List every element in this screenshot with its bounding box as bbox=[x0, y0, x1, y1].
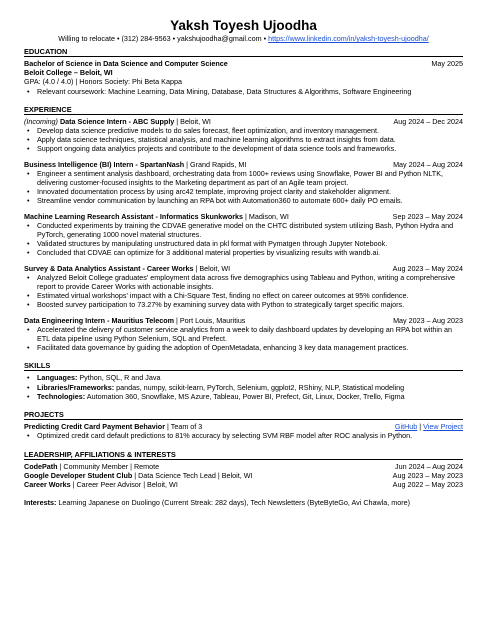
leadership-role bbox=[24, 480, 178, 489]
gpa-line: GPA: (4.0 / 4.0) | Honors Society: Phi Beta Kappa bbox=[24, 77, 182, 87]
job-role: Machine Learning Research Assistant - Informatics Skunkworks bbox=[24, 211, 244, 221]
list-item: • Streamline vendor communication by launching an RPA bot with Automation360 to automate 600+ daily PO emails. bbox=[37, 196, 463, 205]
job-location: | Port Louis, Mauritius bbox=[174, 315, 246, 325]
list-item bbox=[37, 392, 463, 401]
job-location: | Grand Rapids, MI bbox=[184, 159, 247, 169]
list-item: • Facilitated data governance by guiding the adoption of OpenMetadata, enhancing 3 key data management practices. bbox=[37, 343, 463, 352]
list-item: • Relevant coursework: Machine Learning, Data Mining, Database, Data Structures & Algorithms, Software Engineering bbox=[37, 87, 463, 96]
job-header bbox=[24, 316, 463, 325]
job-title bbox=[24, 117, 211, 126]
org-detail: | Career Peer Advisor | Beloit, WI bbox=[70, 479, 178, 489]
project-bullets bbox=[24, 431, 463, 440]
list-item: • Conducted experiments by training the CDVAE generative model on the CHTC distributed system utilizing Bash, Python Hydra and PyTorch, generating 1000 novel material structures. bbox=[37, 221, 463, 239]
job-header bbox=[24, 212, 463, 221]
job-role: Data Science Intern - ABC Supply bbox=[57, 116, 175, 126]
list-item: • Analyzed Beloit College graduates' employment data across five demographics using Tableau and Python, writing a comprehensive report to provide Career Works with actionable insights. bbox=[37, 273, 463, 291]
job-location: | Beloit, WI bbox=[193, 263, 231, 273]
project-links bbox=[395, 422, 463, 431]
project-team: | Team of 3 bbox=[165, 422, 203, 432]
project-name: Predicting Credit Card Payment Behavior bbox=[24, 422, 165, 432]
job-title bbox=[24, 264, 230, 273]
education-degree-row bbox=[24, 59, 463, 68]
job-location: | Beloit, WI bbox=[174, 116, 211, 126]
job-bullets bbox=[24, 126, 463, 154]
job-bullets bbox=[24, 273, 463, 310]
contact-text: Willing to relocate • (312) 284-9563 • yakshujoodha@gmail.com • bbox=[58, 34, 269, 43]
job-date: Sep 2023 – May 2024 bbox=[392, 211, 463, 221]
list-item: • Develop data science predictive models to do sales forecast, fleet optimization, and inventory management. bbox=[37, 126, 463, 135]
list-item: • Apply data science techniques, statistical analysis, and machine learning algorithms to extract insights from data. bbox=[37, 135, 463, 144]
list-item bbox=[37, 383, 463, 392]
skill-label: Languages: bbox=[37, 373, 78, 383]
degree-name: Bachelor of Science in Data Science and Computer Science bbox=[24, 59, 228, 68]
interests-text: Learning Japanese on Duolingo (Current Streak: 282 days), Tech Newsletters (ByteByteGo, Avi Chawla, more) bbox=[56, 498, 411, 508]
list-item: • Optimized credit card default predictions to 81% accuracy by selecting SVM RBF model after ROC analysis in Python. bbox=[37, 431, 463, 440]
org-name: Google Developer Student Club bbox=[24, 470, 133, 480]
job-bullets bbox=[24, 221, 463, 258]
leadership-row bbox=[24, 471, 463, 480]
job-location: | Madison, WI bbox=[243, 211, 289, 221]
job-prefix: (Incoming) bbox=[24, 116, 58, 126]
job-entry-abc-supply bbox=[24, 117, 463, 154]
job-header bbox=[24, 160, 463, 169]
leadership-row bbox=[24, 480, 463, 489]
skill-value: Automation 360, Snowflake, MS Azure, Tableau, Power BI, Prefect, Git, Linux, Docker, Trello, Figma bbox=[85, 391, 405, 401]
degree-date: May 2025 bbox=[431, 59, 463, 68]
org-name: CodePath bbox=[24, 461, 58, 471]
list-item: • Validated structures by manipulating unstructured data in pkl format with Pymatgen through Jupyter Notebook. bbox=[37, 239, 463, 248]
skill-value: pandas, numpy, scikit-learn, PyTorch, Selenium, ggplot2, RShiny, NLP, Statistical modeling bbox=[114, 382, 405, 392]
section-education-title: EDUCATION bbox=[24, 47, 463, 57]
job-header bbox=[24, 264, 463, 273]
job-date: May 2023 – Aug 2023 bbox=[393, 315, 463, 325]
job-header bbox=[24, 117, 463, 126]
education-bullets bbox=[24, 87, 463, 96]
list-item: • Engineer a sentiment analysis dashboard, orchestrating data from 1000+ reviews using Snowflake, Power BI and Python NLTK, delivering customer-focused insights to the Marketing department as part of an Agile team project. bbox=[37, 169, 463, 187]
job-bullets bbox=[24, 169, 463, 206]
list-item bbox=[37, 373, 463, 382]
job-entry-mauritius-telecom bbox=[24, 316, 463, 353]
leadership-date: Aug 2022 – May 2023 bbox=[392, 479, 463, 489]
job-date: Aug 2024 – Dec 2024 bbox=[393, 116, 463, 126]
section-projects-title: PROJECTS bbox=[24, 410, 463, 420]
list-item: • Innovated documentation process by using arc42 template, improving project clarity and stakeholder alignment. bbox=[37, 187, 463, 196]
linkedin-link[interactable]: https://www.linkedin.com/in/yaksh-toyesh-ujoodha/ bbox=[268, 34, 429, 43]
org-name: Career Works bbox=[24, 479, 71, 489]
list-item: • Estimated virtual workshops' impact with a Chi-Square Test, finding no effect on career outcomes at 95% confidence. bbox=[37, 291, 463, 300]
list-item: • Boosted survey participation to 73.27% by examining survey data with Python to strategically target specific majors. bbox=[37, 300, 463, 309]
section-skills-title: SKILLS bbox=[24, 361, 463, 371]
section-leadership-title: LEADERSHIP, AFFILIATIONS & INTERESTS bbox=[24, 450, 463, 460]
job-entry-career-works bbox=[24, 264, 463, 310]
job-entry-informatics-skunkworks bbox=[24, 212, 463, 258]
contact-line bbox=[24, 34, 463, 44]
job-date: May 2024 – Aug 2024 bbox=[393, 159, 463, 169]
job-role: Survey & Data Analytics Assistant - Career Works bbox=[24, 263, 194, 273]
interests-label: Interests: bbox=[24, 498, 57, 508]
job-title bbox=[24, 316, 245, 325]
job-role: Data Engineering Intern - Mauritius Telecom bbox=[24, 315, 175, 325]
job-bullets bbox=[24, 325, 463, 353]
job-date: Aug 2023 – May 2024 bbox=[392, 263, 463, 273]
leadership-role bbox=[24, 471, 253, 480]
project-title bbox=[24, 422, 202, 431]
link-separator: | bbox=[417, 422, 424, 432]
job-role: Business Intelligence (BI) Intern - SpartanNash bbox=[24, 159, 185, 169]
skills-list bbox=[24, 373, 463, 401]
leadership-date: Jun 2024 – Aug 2024 bbox=[395, 461, 463, 471]
leadership-row bbox=[24, 462, 463, 471]
job-title bbox=[24, 212, 289, 221]
org-detail: | Community Member | Remote bbox=[57, 461, 160, 471]
leadership-role bbox=[24, 462, 159, 471]
interests-line bbox=[24, 498, 463, 507]
candidate-name: Yaksh Toyesh Ujoodha bbox=[170, 18, 317, 33]
list-item: • Support ongoing data analytics projects and contribute to the development of data science tools and frameworks. bbox=[37, 144, 463, 153]
project-header bbox=[24, 422, 463, 431]
view-project-link[interactable]: View Project bbox=[423, 422, 463, 432]
leadership-date: Aug 2023 – May 2023 bbox=[392, 470, 463, 480]
github-link[interactable]: GitHub bbox=[394, 422, 418, 432]
job-entry-spartannash bbox=[24, 160, 463, 206]
skill-value: Python, SQL, R and Java bbox=[77, 373, 161, 383]
skill-label: Libraries/Frameworks: bbox=[37, 382, 115, 392]
school-name: Beloit College – Beloit, WI bbox=[24, 68, 113, 78]
job-title bbox=[24, 160, 246, 169]
org-detail: | Data Science Tech Lead | Beloit, WI bbox=[132, 470, 253, 480]
skill-label: Technologies: bbox=[37, 391, 86, 401]
list-item: • Concluded that CDVAE can optimize for 3 additional material properties by visualizing results with wandb.ai. bbox=[37, 248, 463, 257]
section-experience-title: EXPERIENCE bbox=[24, 105, 463, 115]
list-item: • Accelerated the delivery of customer service analytics from a week to daily dashboard updates by developing an RPA bot within an ETL data pipeline using Python Selenium, SQL and Prefect. bbox=[37, 325, 463, 343]
